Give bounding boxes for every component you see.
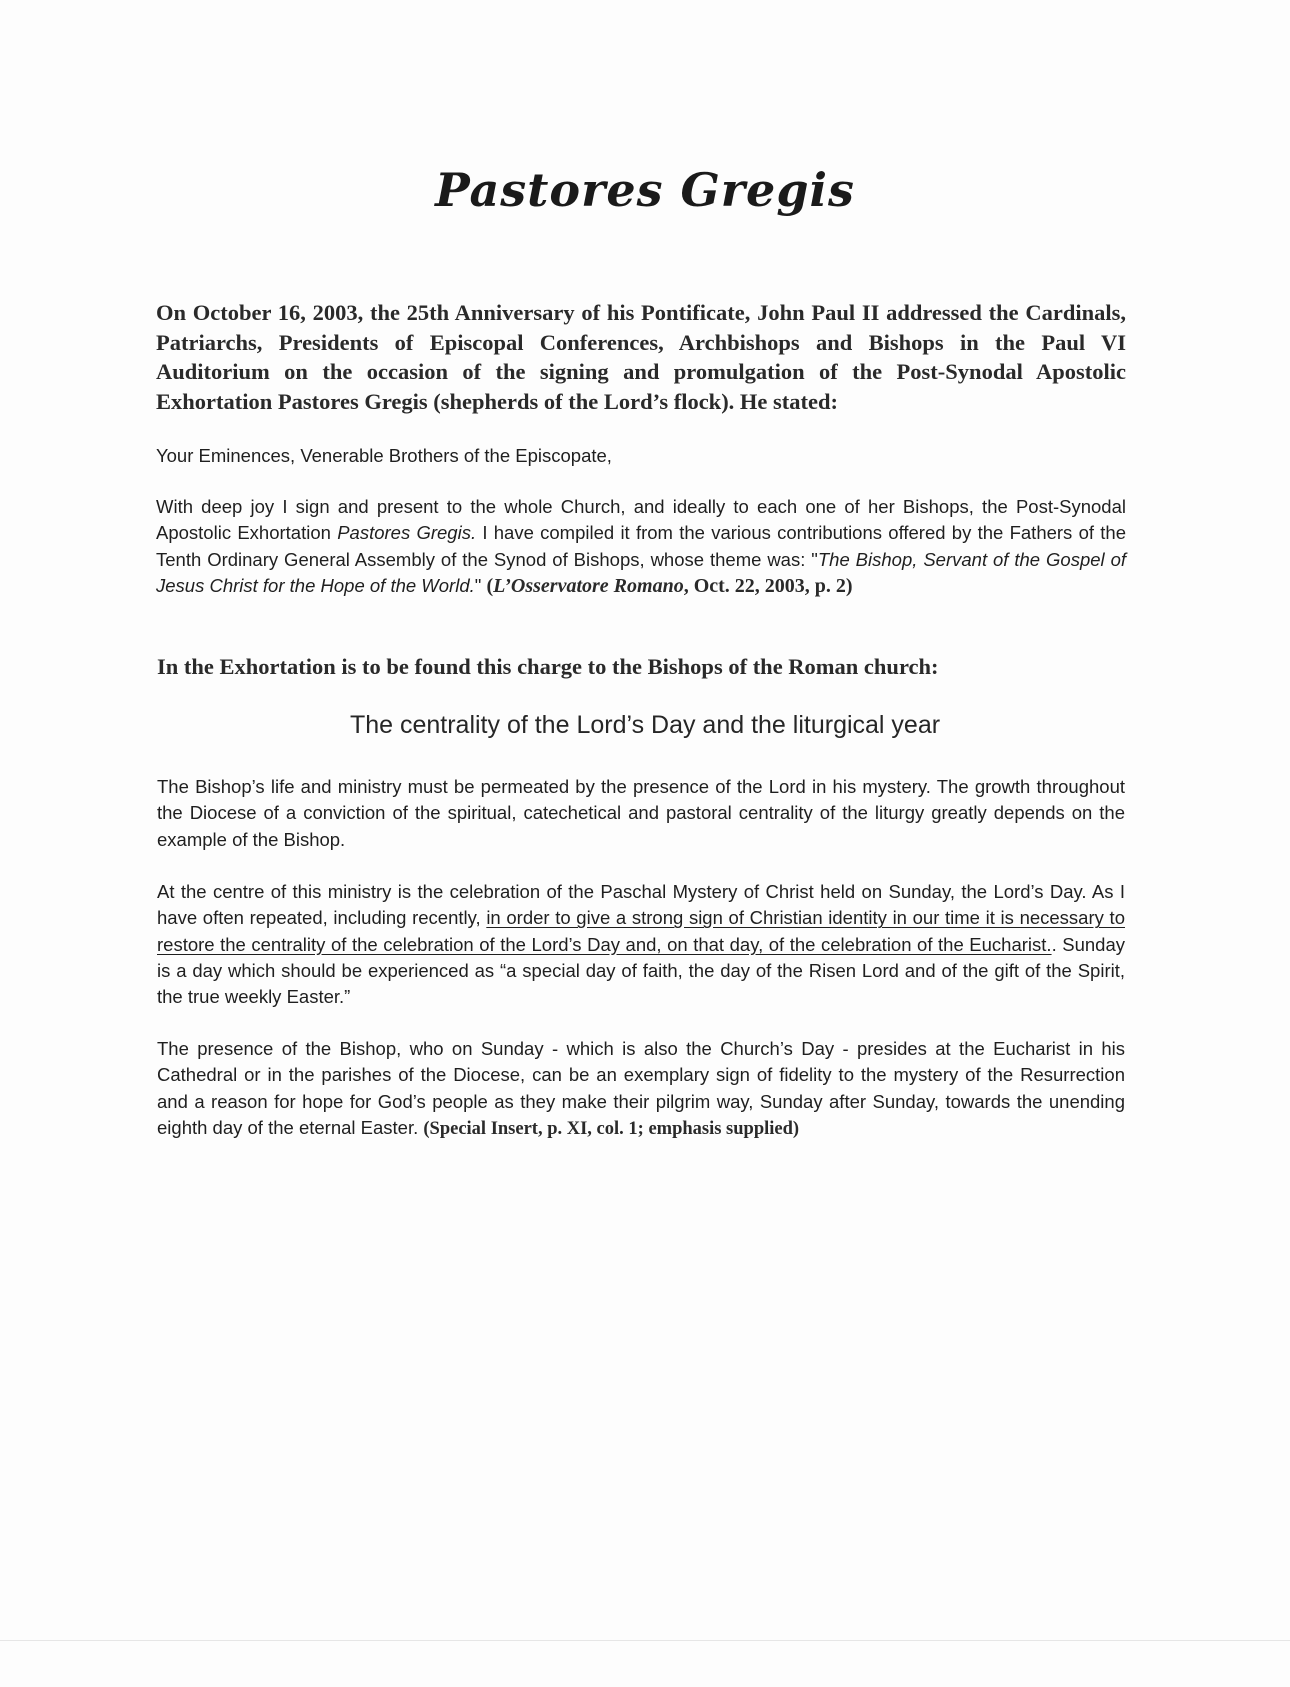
- paragraph-3: [157, 1036, 1125, 1142]
- quote-paragraph: [156, 494, 1126, 599]
- intro-paragraph: On October 16, 2003, the 25th Anniversary of his Pontificate, John Paul II addressed the Cardinals, Patriarchs, Presidents of Episcopal Conferences, Archbishops and Bishops in the Paul VI Auditorium on the occasion of the signing and promulgation of the Post-Synodal Apostolic Exhortation Pastores Gregis (shepherds of the Lord’s flock). He stated:: [156, 300, 1126, 414]
- reference-date: , Oct. 22, 2003, p. 2): [683, 574, 853, 597]
- document-title: Pastores Gregis: [435, 163, 855, 217]
- reference-source: L’Osservatore Romano: [493, 574, 684, 597]
- quote-italic-theme: The Bishop, Servant of the Gospel of Jesus Christ for the Hope of the World.: [156, 548, 1127, 596]
- paragraph-1: The Bishop’s life and ministry must be permeated by the presence of the Lord in his mystery. The growth throughout the Diocese of a conviction of the spiritual, catechetical and pastoral centrality of the liturgy greatly depends on the example of the Bishop.: [157, 776, 1125, 850]
- paragraph-2-tail: . Sunday is a day which should be experienced as “a special day of faith, the day of the Risen Lord and of the gift of the Spirit, the true weekly Easter.”: [157, 933, 1125, 1008]
- reference-open: (: [486, 574, 494, 597]
- quote-reference: [486, 575, 852, 597]
- section-heading: The centrality of the Lord’s Day and the liturgical year: [349, 711, 941, 739]
- paragraph-3-text: The presence of the Bishop, who on Sunday - which is also the Church’s Day - presides at the Eucharist in his Cathedral or in the parishes of the Diocese, can be an exemplary sign of fidelity to the mystery of the Resurrection and a reason for hope for God’s people as they make their pilgrim way, Sunday after Sunday, towards the unending eighth day of the eternal Easter.: [157, 1038, 1125, 1138]
- emphasis-underlined: in order to give a strong sign of Christian identity in our time it is necessary to restore the centrality of the celebration of the Lord’s Day and, on that day, of the celebration of the Eucharist.: [157, 907, 1125, 955]
- paragraph-2-lead: At the centre of this ministry is the celebration of the Paschal Mystery of Christ held on Sunday, the Lord’s Day. As I have often repeated, including recently,: [157, 881, 1125, 929]
- citation: (Special Insert, p. XI, col. 1; emphasis supplied): [423, 1118, 800, 1139]
- charge-statement: In the Exhortation is to be found this charge to the Bishops of the Roman church:: [157, 654, 939, 679]
- salutation: Your Eminences, Venerable Brothers of the Episcopate,: [156, 445, 612, 466]
- quote-text-2: I have compiled it from the various contributions offered by the Fathers of the Tenth Ordinary General Assembly of the Synod of Bishops, whose theme was: ": [156, 522, 1126, 570]
- quote-text-3: ": [474, 574, 487, 596]
- scan-edge-line: [0, 1640, 1290, 1641]
- quote-italic-title: Pastores Gregis.: [337, 522, 477, 544]
- quote-text-1: With deep joy I sign and present to the whole Church, and ideally to each one of her Bishops, the Post-Synodal Apostolic Exhortation: [156, 496, 1126, 544]
- paragraph-2: [157, 879, 1125, 1010]
